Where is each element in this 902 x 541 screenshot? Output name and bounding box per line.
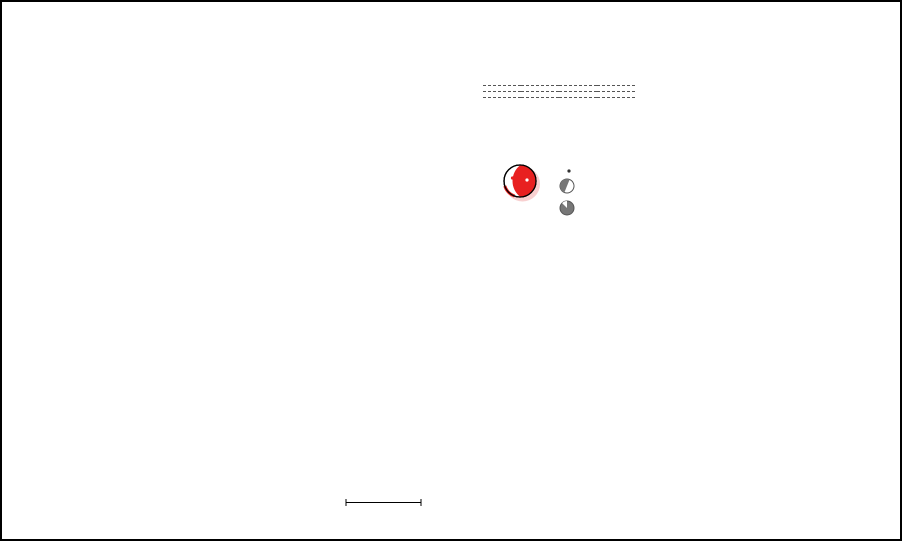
time-scalebar [345, 498, 422, 508]
mw-row [483, 56, 643, 74]
best-fit-solution-panel [483, 12, 643, 210]
units-legend [432, 496, 437, 509]
location-row [483, 20, 643, 32]
iso-icon [566, 161, 572, 179]
depth-row [483, 38, 643, 50]
plane2-row [483, 92, 635, 98]
nodal-plane-table [483, 80, 635, 98]
scalebar-line [345, 498, 422, 507]
clvd-icon [559, 200, 575, 221]
event-datetime [700, 10, 900, 13]
dc-icon [559, 178, 575, 199]
focal-mechanism-beachball [483, 154, 555, 212]
